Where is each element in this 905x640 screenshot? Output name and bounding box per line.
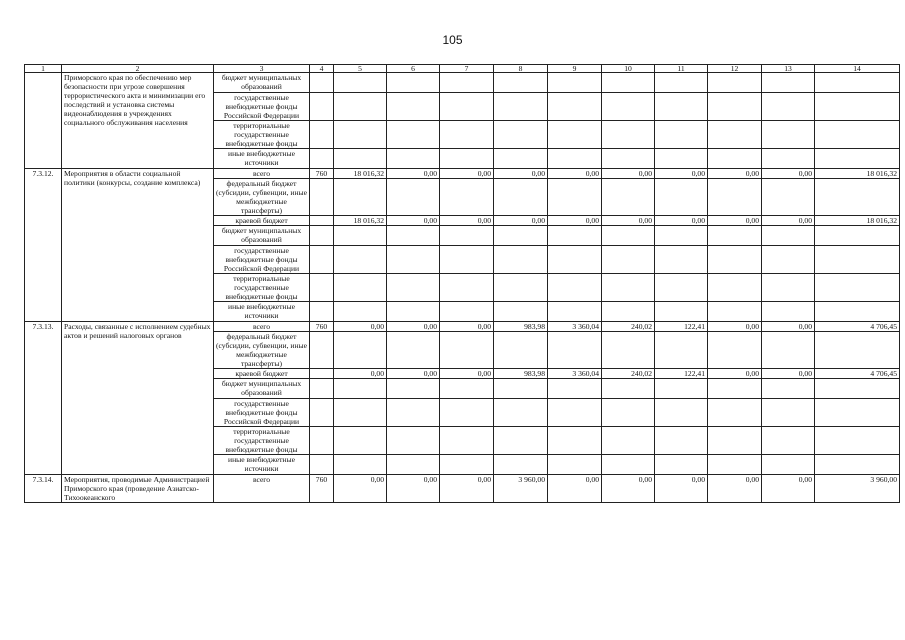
amount-cell [815,427,900,455]
amount-cell [387,274,440,302]
amount-cell [655,399,708,427]
amount-cell [548,246,602,274]
amount-cell [655,246,708,274]
amount-cell [440,179,494,216]
amount-cell [762,455,815,475]
amount-cell [708,302,762,322]
item-name: Приморского края по обеспечению мер безопасности при угрозе совершения террористического акта и минимизации его последствий и установка системы видеонаблюдения в учреждениях социального обслуживания населения [62,73,214,169]
amount-cell: 0,00 [762,369,815,379]
amount-cell: 0,00 [708,322,762,332]
grbs-code [310,246,334,274]
amount-cell [815,332,900,369]
funding-source: федеральный бюджет (субсидии, субвенции, иные межбюджетные трансферты) [214,332,310,369]
amount-cell [334,149,387,169]
amount-cell [762,149,815,169]
amount-cell [602,379,655,399]
column-number: 3 [214,65,310,73]
amount-cell [548,302,602,322]
amount-cell: 0,00 [494,169,548,179]
amount-cell: 0,00 [334,369,387,379]
amount-cell: 0,00 [548,216,602,226]
amount-cell [494,179,548,216]
amount-cell [655,149,708,169]
amount-cell: 0,00 [387,475,440,503]
item-name: Мероприятия, проводимые Администрацией Приморского края (проведение Азиатско-Тихоокеанского [62,475,214,503]
item-number: 7.3.14. [25,475,62,503]
amount-cell [440,379,494,399]
grbs-code [310,121,334,149]
amount-cell [655,226,708,246]
amount-cell: 0,00 [602,475,655,503]
funding-source: иные внебюджетные источники [214,455,310,475]
column-number: 5 [334,65,387,73]
amount-cell: 0,00 [762,216,815,226]
amount-cell [602,246,655,274]
amount-cell: 240,02 [602,322,655,332]
amount-cell [708,274,762,302]
column-number: 6 [387,65,440,73]
grbs-code [310,369,334,379]
amount-cell [548,179,602,216]
amount-cell: 0,00 [708,216,762,226]
amount-cell [387,93,440,121]
grbs-code [310,379,334,399]
amount-cell [387,226,440,246]
amount-cell [602,149,655,169]
amount-cell [602,73,655,93]
column-number: 12 [708,65,762,73]
grbs-code: 760 [310,475,334,503]
amount-cell [387,427,440,455]
amount-cell [494,246,548,274]
amount-cell [387,246,440,274]
column-number: 8 [494,65,548,73]
amount-cell [387,121,440,149]
column-number: 2 [62,65,214,73]
amount-cell: 0,00 [440,169,494,179]
amount-cell [494,302,548,322]
amount-cell [440,226,494,246]
amount-cell [334,73,387,93]
amount-cell [440,246,494,274]
funding-source: всего [214,322,310,332]
amount-cell [655,302,708,322]
amount-cell [708,93,762,121]
amount-cell: 0,00 [762,169,815,179]
amount-cell [655,455,708,475]
funding-source: бюджет муниципальных образований [214,379,310,399]
amount-cell [815,379,900,399]
amount-cell [440,332,494,369]
amount-cell: 983,98 [494,322,548,332]
amount-cell [548,93,602,121]
amount-cell: 0,00 [548,475,602,503]
item-name: Расходы, связанные с исполнением судебных актов и решений налоговых органов [62,322,214,475]
grbs-code [310,274,334,302]
amount-cell [494,73,548,93]
amount-cell [387,73,440,93]
amount-cell [762,379,815,399]
amount-cell [440,121,494,149]
amount-cell [548,455,602,475]
amount-cell [762,226,815,246]
amount-cell [815,246,900,274]
amount-cell [334,274,387,302]
amount-cell: 240,02 [602,369,655,379]
amount-cell: 18 016,32 [815,169,900,179]
amount-cell [708,332,762,369]
amount-cell [494,332,548,369]
table-row [25,169,900,179]
amount-cell [334,427,387,455]
amount-cell [655,93,708,121]
amount-cell [387,179,440,216]
amount-cell [440,274,494,302]
amount-cell [708,399,762,427]
funding-source: государственные внебюджетные фонды Российской Федерации [214,246,310,274]
grbs-code [310,427,334,455]
funding-source: бюджет муниципальных образований [214,226,310,246]
amount-cell: 0,00 [334,322,387,332]
column-number: 9 [548,65,602,73]
amount-cell [334,379,387,399]
amount-cell [494,379,548,399]
amount-cell [387,455,440,475]
amount-cell [548,149,602,169]
page-number: 105 [442,33,463,47]
amount-cell [494,149,548,169]
amount-cell [655,121,708,149]
amount-cell: 0,00 [494,216,548,226]
amount-cell [602,274,655,302]
amount-cell [440,73,494,93]
amount-cell [494,121,548,149]
amount-cell [762,274,815,302]
column-number: 4 [310,65,334,73]
amount-cell [387,399,440,427]
amount-cell [708,226,762,246]
amount-cell [762,246,815,274]
grbs-code [310,302,334,322]
amount-cell [815,73,900,93]
amount-cell [815,455,900,475]
amount-cell: 0,00 [387,369,440,379]
amount-cell: 0,00 [440,369,494,379]
amount-cell: 0,00 [387,169,440,179]
amount-cell [334,455,387,475]
amount-cell: 0,00 [762,322,815,332]
amount-cell [762,93,815,121]
amount-cell [602,455,655,475]
funding-source: федеральный бюджет (субсидии, субвенции, иные межбюджетные трансферты) [214,179,310,216]
amount-cell [548,73,602,93]
amount-cell [602,226,655,246]
amount-cell [548,121,602,149]
amount-cell [602,399,655,427]
amount-cell [602,179,655,216]
column-number: 11 [655,65,708,73]
amount-cell [334,121,387,149]
amount-cell: 983,98 [494,369,548,379]
funding-source: всего [214,475,310,503]
amount-cell: 0,00 [708,475,762,503]
amount-cell [387,302,440,322]
amount-cell [708,379,762,399]
amount-cell [815,274,900,302]
column-number: 10 [602,65,655,73]
grbs-code [310,216,334,226]
amount-cell [440,302,494,322]
funding-source: территориальные государственные внебюджетные фонды [214,121,310,149]
amount-cell [815,302,900,322]
amount-cell [548,399,602,427]
grbs-code [310,226,334,246]
amount-cell [334,246,387,274]
amount-cell: 0,00 [708,169,762,179]
amount-cell [762,121,815,149]
column-number: 13 [762,65,815,73]
amount-cell: 0,00 [440,216,494,226]
amount-cell [762,302,815,322]
amount-cell: 0,00 [655,216,708,226]
amount-cell [602,121,655,149]
amount-cell: 0,00 [602,169,655,179]
funding-source: всего [214,169,310,179]
amount-cell [708,455,762,475]
amount-cell: 4 706,45 [815,369,900,379]
table-row [25,73,900,93]
column-number: 7 [440,65,494,73]
amount-cell [548,226,602,246]
amount-cell [655,332,708,369]
amount-cell: 0,00 [655,475,708,503]
grbs-code [310,73,334,93]
amount-cell [494,274,548,302]
amount-cell [708,73,762,93]
amount-cell [815,226,900,246]
amount-cell [762,427,815,455]
amount-cell: 122,41 [655,322,708,332]
column-number-row [25,65,900,73]
amount-cell: 4 706,45 [815,322,900,332]
amount-cell [440,399,494,427]
grbs-code [310,399,334,427]
amount-cell [762,332,815,369]
funding-source: государственные внебюджетные фонды Российской Федерации [214,399,310,427]
amount-cell [548,332,602,369]
amount-cell: 122,41 [655,369,708,379]
amount-cell [440,93,494,121]
amount-cell: 0,00 [655,169,708,179]
item-number [25,73,62,169]
amount-cell [494,455,548,475]
amount-cell [655,179,708,216]
amount-cell: 0,00 [440,475,494,503]
amount-cell: 0,00 [387,322,440,332]
amount-cell [548,274,602,302]
amount-cell [655,274,708,302]
amount-cell [708,246,762,274]
amount-cell: 0,00 [602,216,655,226]
amount-cell: 0,00 [334,475,387,503]
table-row [25,475,900,503]
amount-cell [440,149,494,169]
amount-cell [815,179,900,216]
amount-cell [602,302,655,322]
amount-cell [815,399,900,427]
grbs-code [310,93,334,121]
funding-source: иные внебюджетные источники [214,302,310,322]
amount-cell [494,93,548,121]
column-number: 14 [815,65,900,73]
amount-cell [334,226,387,246]
amount-cell [548,379,602,399]
amount-cell [334,179,387,216]
amount-cell [334,93,387,121]
amount-cell [440,455,494,475]
amount-cell [762,399,815,427]
item-number: 7.3.12. [25,169,62,322]
table-row [25,322,900,332]
amount-cell [708,427,762,455]
amount-cell [815,121,900,149]
amount-cell [815,93,900,121]
amount-cell [708,149,762,169]
amount-cell [602,427,655,455]
grbs-code: 760 [310,322,334,332]
amount-cell [762,73,815,93]
grbs-code [310,149,334,169]
funding-source: бюджет муниципальных образований [214,73,310,93]
amount-cell [655,427,708,455]
amount-cell: 3 360,04 [548,369,602,379]
amount-cell [602,332,655,369]
amount-cell: 18 016,32 [334,169,387,179]
item-name: Мероприятия в области социальной политики (конкурсы, создание комплекса) [62,169,214,322]
amount-cell: 0,00 [708,369,762,379]
budget-table [24,64,900,503]
amount-cell: 0,00 [387,216,440,226]
amount-cell [708,121,762,149]
amount-cell: 18 016,32 [815,216,900,226]
amount-cell: 0,00 [440,322,494,332]
amount-cell [815,149,900,169]
funding-source: краевой бюджет [214,369,310,379]
funding-source: краевой бюджет [214,216,310,226]
amount-cell [334,302,387,322]
amount-cell [494,226,548,246]
grbs-code: 760 [310,169,334,179]
amount-cell: 18 016,32 [334,216,387,226]
amount-cell [708,179,762,216]
funding-source: территориальные государственные внебюджетные фонды [214,274,310,302]
amount-cell: 0,00 [762,475,815,503]
amount-cell: 0,00 [548,169,602,179]
amount-cell: 3 960,00 [494,475,548,503]
amount-cell [762,179,815,216]
amount-cell [440,427,494,455]
amount-cell [655,73,708,93]
column-number: 1 [25,65,62,73]
amount-cell [494,427,548,455]
amount-cell [334,399,387,427]
amount-cell [387,379,440,399]
amount-cell: 3 360,04 [548,322,602,332]
amount-cell [387,149,440,169]
item-number: 7.3.13. [25,322,62,475]
grbs-code [310,179,334,216]
amount-cell: 3 960,00 [815,475,900,503]
amount-cell [494,399,548,427]
amount-cell [548,427,602,455]
funding-source: иные внебюджетные источники [214,149,310,169]
funding-source: государственные внебюджетные фонды Российской Федерации [214,93,310,121]
amount-cell [655,379,708,399]
amount-cell [334,332,387,369]
grbs-code [310,332,334,369]
amount-cell [602,93,655,121]
funding-source: территориальные государственные внебюджетные фонды [214,427,310,455]
grbs-code [310,455,334,475]
amount-cell [387,332,440,369]
